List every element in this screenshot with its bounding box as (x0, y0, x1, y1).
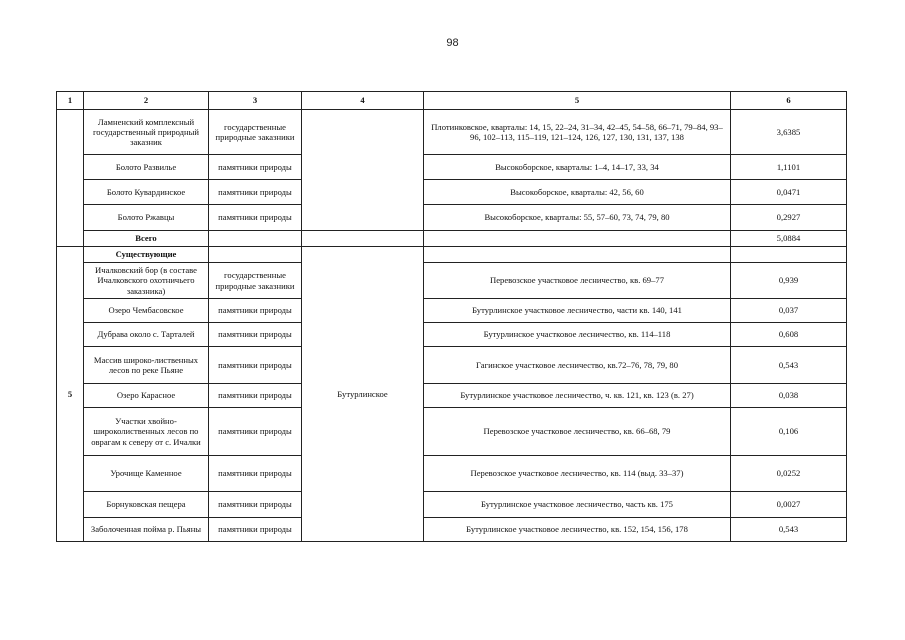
table-row (57, 110, 847, 155)
location-cell: Бутурлинское участковое лесничество, кв. 152, 154, 156, 178 (424, 518, 731, 542)
column-header: 4 (302, 92, 424, 110)
area-value-cell: 1,1101 (731, 155, 847, 180)
table-row (57, 408, 847, 456)
category-cell: памятники природы (209, 299, 302, 323)
category-cell: памятники природы (209, 180, 302, 205)
area-name-cell: Борнуковская пещера (84, 492, 209, 518)
category-cell: памятники природы (209, 384, 302, 408)
area-value-cell: 0,038 (731, 384, 847, 408)
total-value: 5,0884 (731, 231, 847, 247)
area-value-cell: 0,0252 (731, 456, 847, 492)
table-row (57, 180, 847, 205)
area-name-cell: Участки хвойно-широколиственных лесов по оврагам к северу от с. Ичалки (84, 408, 209, 456)
location-cell: Бутурлинское участковое лесничество, ч. кв. 121, кв. 123 (в. 27) (424, 384, 731, 408)
area-value-cell: 0,543 (731, 518, 847, 542)
area-name-cell: Озеро Чембасовское (84, 299, 209, 323)
column-header: 1 (57, 92, 84, 110)
category-cell: памятники природы (209, 347, 302, 384)
group-number-cell: 5 (57, 247, 84, 542)
area-name-cell: Болото Развилье (84, 155, 209, 180)
location-cell: Бутурлинское участковое лесничество, кв. 114–118 (424, 323, 731, 347)
area-value-cell: 0,2927 (731, 205, 847, 231)
table-row (57, 205, 847, 231)
empty-cell (209, 231, 302, 247)
area-name-cell: Урочище Каменное (84, 456, 209, 492)
column-header: 3 (209, 92, 302, 110)
location-cell: Высокоборское, кварталы: 42, 56, 60 (424, 180, 731, 205)
location-cell: Бутурлинское участковое лесничество, часть кв. 175 (424, 492, 731, 518)
section-row (57, 247, 847, 263)
area-value-cell: 0,0471 (731, 180, 847, 205)
page-number: 98 (446, 37, 459, 49)
table-header-row (57, 92, 847, 110)
area-name-cell: Болото Ржавцы (84, 205, 209, 231)
district-cell: Бутурлинское (302, 247, 424, 542)
empty-cell (731, 247, 847, 263)
location-cell: Высокоборское, кварталы: 55, 57–60, 73, 74, 79, 80 (424, 205, 731, 231)
table-row (57, 456, 847, 492)
category-cell: памятники природы (209, 205, 302, 231)
column-header: 5 (424, 92, 731, 110)
location-cell: Высокоборское, кварталы: 1–4, 14–17, 33, 34 (424, 155, 731, 180)
area-value-cell: 0,543 (731, 347, 847, 384)
empty-cell (424, 247, 731, 263)
category-cell: памятники природы (209, 155, 302, 180)
district-cell (302, 110, 424, 231)
protected-areas-table (56, 91, 847, 542)
area-value-cell: 0,608 (731, 323, 847, 347)
category-cell: памятники природы (209, 518, 302, 542)
area-name-cell: Ичалковский бор (в составе Ичалковского охотничьего заказника) (84, 263, 209, 299)
area-name-cell: Массив широко-лиственных лесов по реке Пьяне (84, 347, 209, 384)
table-row (57, 347, 847, 384)
area-name-cell: Озеро Карасное (84, 384, 209, 408)
column-header: 2 (84, 92, 209, 110)
table-row (57, 492, 847, 518)
area-name-cell: Ламненский комплексный государственный природный заказник (84, 110, 209, 155)
area-value-cell: 3,6385 (731, 110, 847, 155)
location-cell: Перевозское участковое лесничество, кв. 114 (выд. 33–37) (424, 456, 731, 492)
area-name-cell: Заболоченная пойма р. Пьяны (84, 518, 209, 542)
category-cell: памятники природы (209, 492, 302, 518)
area-value-cell: 0,106 (731, 408, 847, 456)
location-cell: Перевозское участковое лесничество, кв. 66–68, 79 (424, 408, 731, 456)
table-row (57, 263, 847, 299)
group-number-cell (57, 110, 84, 247)
column-header: 6 (731, 92, 847, 110)
table-row (57, 384, 847, 408)
location-cell: Бутурлинское участковое лесничество, части кв. 140, 141 (424, 299, 731, 323)
total-label: Всего (84, 231, 209, 247)
table-row (57, 323, 847, 347)
area-value-cell: 0,037 (731, 299, 847, 323)
location-cell: Гагинское участковое лесничество, кв.72–76, 78, 79, 80 (424, 347, 731, 384)
empty-cell (302, 231, 424, 247)
category-cell: государственные природные заказники (209, 263, 302, 299)
table-row (57, 299, 847, 323)
area-value-cell: 0,939 (731, 263, 847, 299)
category-cell: памятники природы (209, 456, 302, 492)
area-value-cell: 0,0027 (731, 492, 847, 518)
category-cell: памятники природы (209, 408, 302, 456)
category-cell: государственные природные заказники (209, 110, 302, 155)
category-cell: памятники природы (209, 323, 302, 347)
area-name-cell: Болото Кувардинское (84, 180, 209, 205)
location-cell: Перевозское участковое лесничество, кв. 69–77 (424, 263, 731, 299)
empty-cell (209, 247, 302, 263)
total-row (57, 231, 847, 247)
empty-cell (424, 231, 731, 247)
table-row (57, 518, 847, 542)
location-cell: Плотинковское, кварталы: 14, 15, 22–24, 31–34, 42–45, 54–58, 66–71, 79–84, 93–96, 102–113, 115–119, 121–124, 126, 127, 130, 131, 137, 138 (424, 110, 731, 155)
area-name-cell: Дубрава около с. Тарталей (84, 323, 209, 347)
table-row (57, 155, 847, 180)
section-title: Существующие (84, 247, 209, 263)
